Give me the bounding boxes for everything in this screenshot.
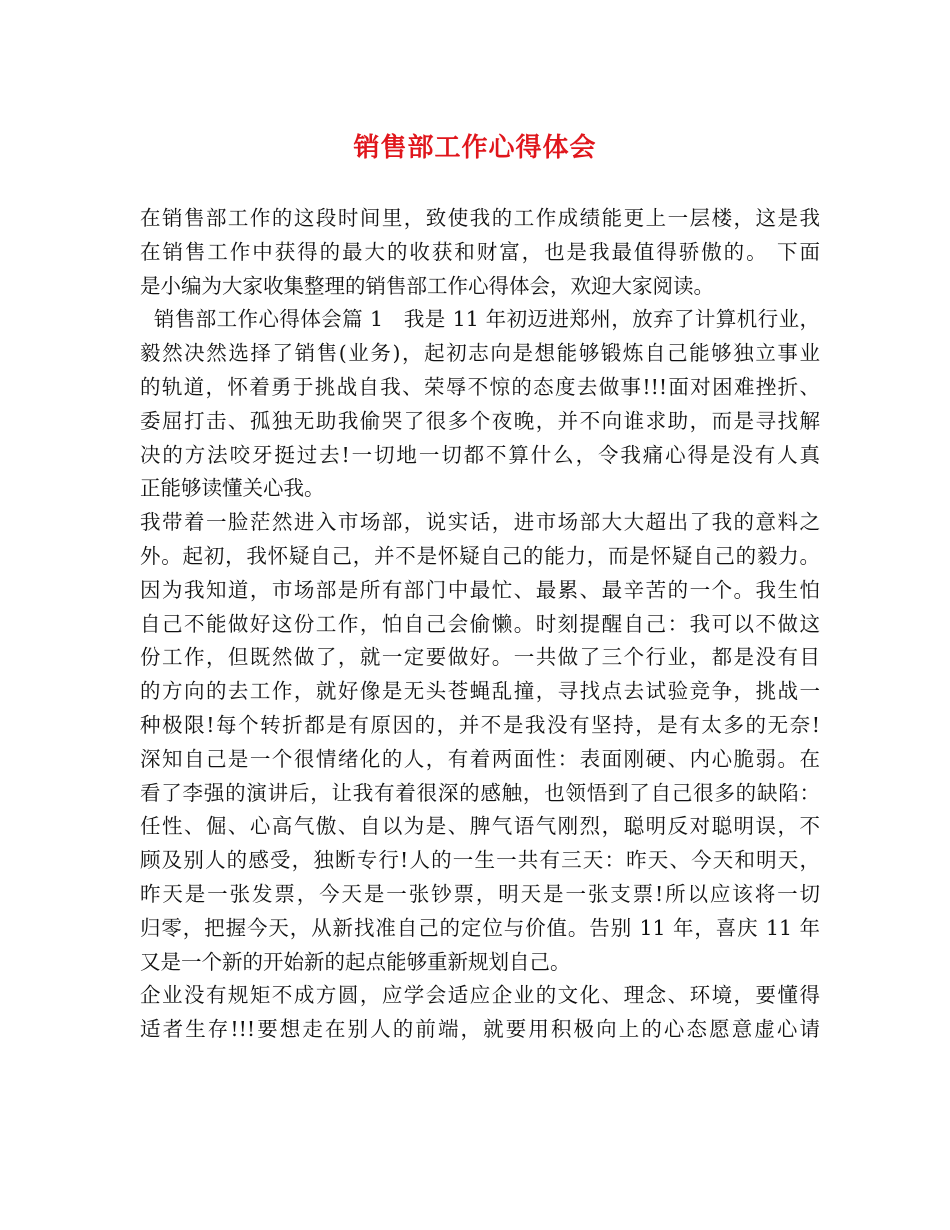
text-line: 决的方法咬牙挺过去!一切地一切都不算什么，令我痛心得是没有人真 [140,442,820,467]
text-line: 看了李强的演讲后，让我有着很深的感触，也领悟到了自己很多的缺陷： [140,780,820,805]
text-line: 毅然决然选择了销售(业务)，起初志向是想能够锻炼自己能够独立事业 [140,341,820,366]
text-line: 昨天是一张发票，今天是一张钞票，明天是一张支票!所以应该将一切 [140,881,820,906]
text-line: 份工作，但既然做了，就一定要做好。一共做了三个行业，都是没有目 [140,645,820,670]
text-line: 顾及别人的感受，独断专行!人的一生一共有三天：昨天、今天和明天， [140,848,820,873]
text-line: 种极限!每个转折都是有原因的，并不是我没有坚持，是有太多的无奈! [140,712,820,737]
text-line: 任性、倔、心高气傲、自以为是、脾气语气刚烈，聪明反对聪明误，不 [140,814,820,839]
text-line: 外。起初，我怀疑自己，并不是怀疑自己的能力，而是怀疑自己的毅力。 [140,543,820,568]
text-line: 正能够读懂关心我。 [140,476,325,501]
text-line: 又是一个新的开始新的起点能够重新规划自己。 [140,949,571,974]
text-line: 归零，把握今天，从新找准自己的定位与价值。告别 11 年，喜庆 11 年 [140,915,820,940]
text-line: 的轨道，怀着勇于挑战自我、荣辱不惊的态度去做事!!!面对困难挫折、 [140,374,820,399]
text-line: 深知自己是一个很情绪化的人，有着两面性：表面刚硬、内心脆弱。在 [140,746,820,771]
text-line: 因为我知道，市场部是所有部门中最忙、最累、最辛苦的一个。我生怕 [140,577,820,602]
text-line: 的方向的去工作，就好像是无头苍蝇乱撞，寻找点去试验竞争，挑战一 [140,679,820,704]
document-title: 销售部工作心得体会 [353,133,597,163]
text-line: 委屈打击、孤独无助我偷哭了很多个夜晚，并不向谁求助，而是寻找解 [140,408,820,433]
text-line: 我带着一脸茫然进入市场部，说实话，进市场部大大超出了我的意料之 [140,510,820,535]
text-line: 在销售工作中获得的最大的收获和财富，也是我最值得骄傲的。 下面 [140,239,820,264]
text-line: 企业没有规矩不成方圆，应学会适应企业的文化、理念、环境，要懂得 [140,983,820,1008]
text-line: 自己不能做好这份工作，怕自己会偷懒。时刻提醒自己：我可以不做这 [140,611,820,636]
text-line: 在销售部工作的这段时间里，致使我的工作成绩能更上一层楼，这是我 [140,206,820,230]
document-body [140,202,820,1047]
text-line: 销售部工作心得体会篇 1 我是 11 年初迈进郑州，放弃了计算机行业， [140,307,820,332]
text-line: 是小编为大家收集整理的销售部工作心得体会，欢迎大家阅读。 [140,273,714,298]
text-line: 适者生存!!!要想走在别人的前端，就要用积极向上的心态愿意虚心请 [140,1017,820,1042]
